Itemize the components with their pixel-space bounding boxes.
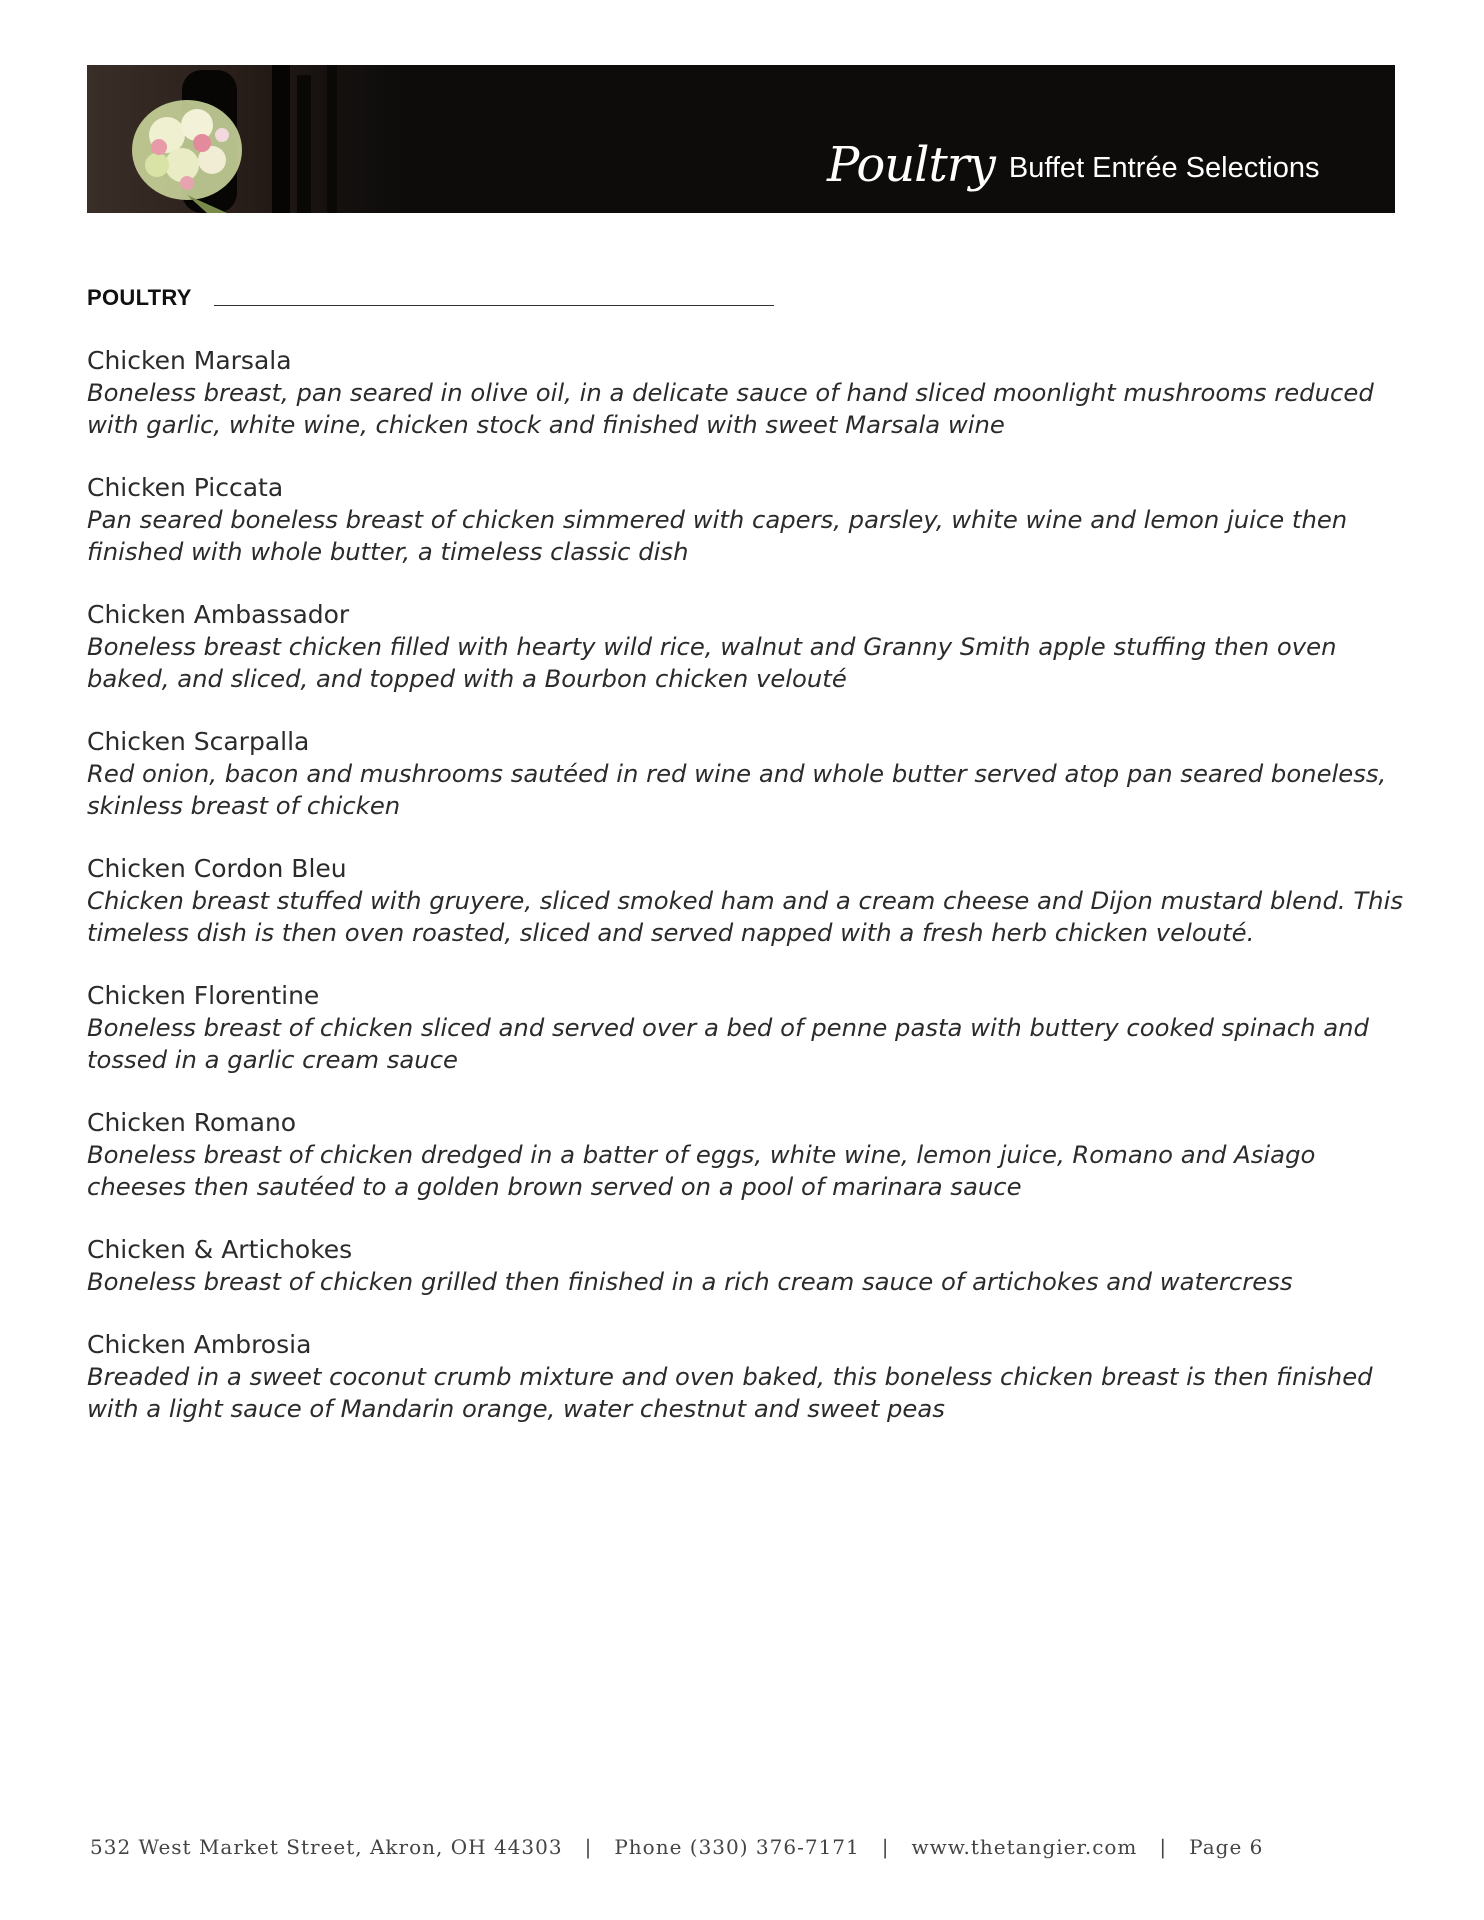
footer-website[interactable]: www.thetangier.com (911, 1835, 1138, 1859)
menu-item-name: Chicken Cordon Bleu (87, 854, 347, 883)
menu-item-name: Chicken Scarpalla (87, 727, 310, 756)
footer-address: 532 West Market Street, Akron, OH 44303 (90, 1835, 563, 1859)
header-banner (87, 65, 1395, 213)
bouquet-illustration (87, 65, 407, 213)
menu-item-name: Chicken Florentine (87, 981, 320, 1010)
banner-title (827, 137, 1319, 193)
menu-item-description: Boneless breast, pan seared in olive oil, in a delicate sauce of hand sliced moonlight mushrooms reduced with garlic, white wine, chicken stock and finished with sweet Marsala wine (87, 378, 1374, 439)
bouquet-photo (87, 65, 407, 213)
menu-item (87, 1234, 1407, 1298)
menu-item-description: Breaded in a sweet coconut crumb mixture and oven baked, this boneless chicken breast is then finished with a light sauce of Mandarin orange, water chestnut and sweet peas (87, 1362, 1373, 1423)
menu-item-name: Chicken Ambassador (87, 600, 350, 629)
section-heading (87, 285, 774, 311)
menu-item (87, 345, 1407, 441)
banner-subtitle: Buffet Entrée Selections (1008, 152, 1320, 184)
menu-item (87, 980, 1407, 1076)
menu-item-name: Chicken Piccata (87, 473, 284, 502)
menu-item-name: Chicken Marsala (87, 346, 292, 375)
menu-item-description: Boneless breast chicken filled with hearty wild rice, walnut and Granny Smith apple stuffing then oven baked, and sliced, and topped with a Bourbon chicken velouté (87, 632, 1337, 693)
menu-item-name: Chicken Ambrosia (87, 1330, 312, 1359)
section-rule (214, 305, 774, 306)
menu-item-name: Chicken & Artichokes (87, 1235, 353, 1264)
footer-phone: Phone (330) 376-7171 (614, 1835, 860, 1859)
menu-items (87, 345, 1407, 1456)
section-label: POULTRY (87, 285, 192, 310)
menu-item-description: Chicken breast stuffed with gruyere, sliced smoked ham and a cream cheese and Dijon mustard blend. This timeless dish is then oven roasted, sliced and served napped with a fresh herb chicken velouté. (87, 886, 1403, 947)
menu-item (87, 1107, 1407, 1203)
footer-page-number: Page 6 (1189, 1835, 1264, 1859)
menu-item (87, 472, 1407, 568)
footer-separator: | (1159, 1835, 1168, 1859)
footer-separator: | (881, 1835, 890, 1859)
menu-item (87, 853, 1407, 949)
menu-item-description: Boneless breast of chicken grilled then finished in a rich cream sauce of artichokes and watercress (87, 1267, 1293, 1296)
menu-item-description: Pan seared boneless breast of chicken simmered with capers, parsley, white wine and lemon juice then finished with whole butter, a timeless classic dish (87, 505, 1348, 566)
menu-item (87, 599, 1407, 695)
menu-item-description: Red onion, bacon and mushrooms sautéed in red wine and whole butter served atop pan seared boneless, skinless breast of chicken (87, 759, 1387, 820)
page-footer (90, 1835, 1390, 1859)
menu-item-name: Chicken Romano (87, 1108, 297, 1137)
menu-item (87, 1329, 1407, 1425)
menu-item (87, 726, 1407, 822)
menu-item-description: Boneless breast of chicken sliced and served over a bed of penne pasta with buttery cooked spinach and tossed in a garlic cream sauce (87, 1013, 1369, 1074)
banner-script-title: Poultry (827, 137, 995, 193)
footer-separator: | (584, 1835, 593, 1859)
menu-item-description: Boneless breast of chicken dredged in a batter of eggs, white wine, lemon juice, Romano and Asiago cheeses then sautéed to a golden brown served on a pool of marinara sauce (87, 1140, 1316, 1201)
